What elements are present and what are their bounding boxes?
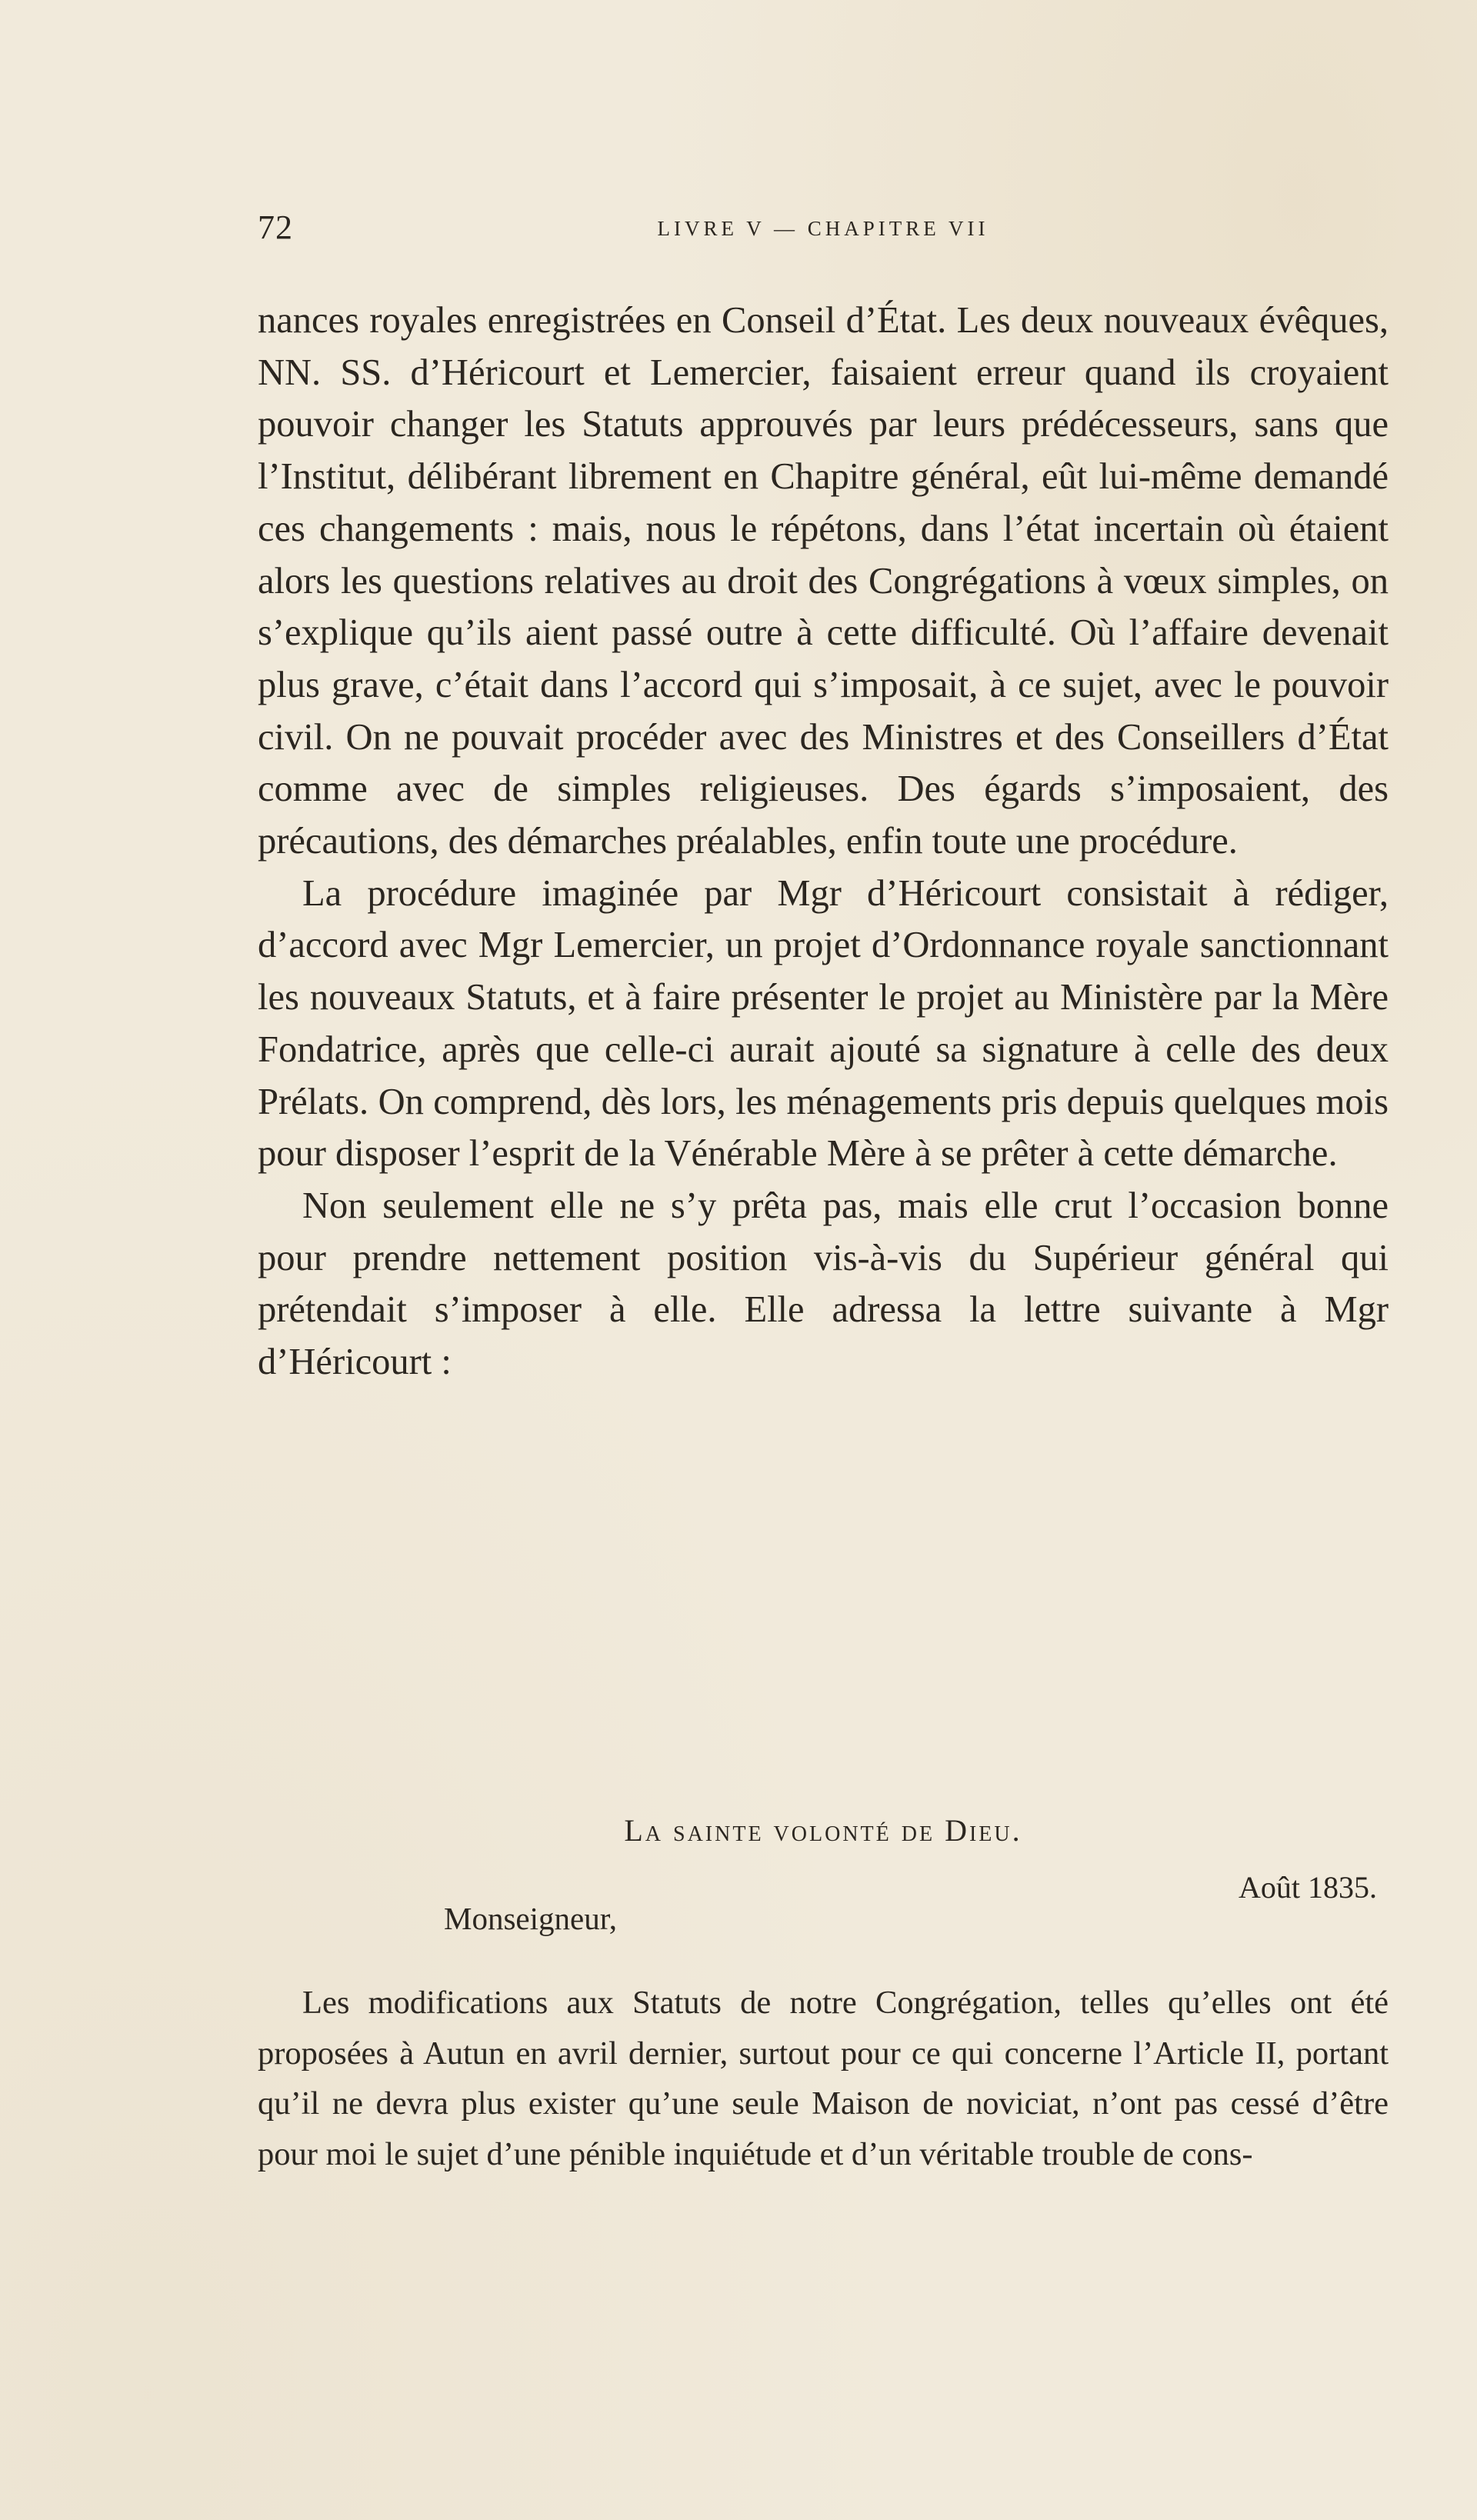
main-text [258, 295, 1389, 1388]
running-head: LIVRE V — CHAPITRE VII [657, 217, 989, 240]
letter-heading: La sainte volonté de Dieu. [624, 1813, 1022, 1848]
page-header [258, 208, 1389, 254]
letter-salutation: Monseigneur, [444, 1901, 617, 1936]
paragraph-1: nances royales enregistrées en Conseil d’État. Les deux nouveaux évêques, NN. SS. d’Héricourt et Lemercier, faisaient erreur quand ils croyaient pouvoir changer les Statuts approuvés par leurs prédécesseurs, sans que l’Institut, délibérant librement en Chapitre général, eût lui-même demandé ces changements : mais, nous le répétons, dans l’état incertain où étaient alors les questions relatives au droit des Congrégations à vœux simples, on s’explique qu’ils aient passé outre à cette difficulté. Où l’affaire devenait plus grave, c’était dans l’accord qui s’imposait, à ce sujet, avec le pouvoir civil. On ne pouvait procéder avec des Ministres et des Conseillers d’État comme avec de simples religieuses. Des égards s’imposaient, des précautions, des démarches préalables, enfin toute une procédure. [258, 300, 1389, 862]
paragraph-3: Non seulement elle ne s’y prêta pas, mais elle crut l’occasion bonne pour prendre nettement position vis-à-vis du Supérieur général qui prétendait s’imposer à elle. Elle adressa la lettre suivante à Mgr d’Héricourt : [258, 1185, 1389, 1383]
page-number: 72 [258, 208, 293, 246]
letter-date: Août 1835. [1239, 1870, 1377, 1905]
letter-paragraph-1: Les modifications aux Statuts de notre Congrégation, telles qu’elles ont été proposées à Autun en avril dernier, surtout pour ce qui concerne l’Article II, portant qu’il ne devra plus exister qu’une seule Maison de noviciat, n’ont pas cessé d’être pour moi le sujet d’une pénible inquiétude et d’un véritable trouble de cons- [258, 1985, 1389, 2172]
paragraph-2: La procédure imaginée par Mgr d’Héricourt consistait à rédiger, d’accord avec Mgr Lemercier, un projet d’Ordonnance royale sanctionnant les nouveaux Statuts, et à faire présenter le projet au Ministère par la Mère Fondatrice, après que celle-ci aurait ajouté sa signature à celle des deux Prélats. On comprend, dès lors, les ménagements pris depuis quelques mois pour disposer l’esprit de la Vénérable Mère à se prêter à cette démarche. [258, 872, 1389, 1175]
letter-body [258, 1978, 1389, 2179]
